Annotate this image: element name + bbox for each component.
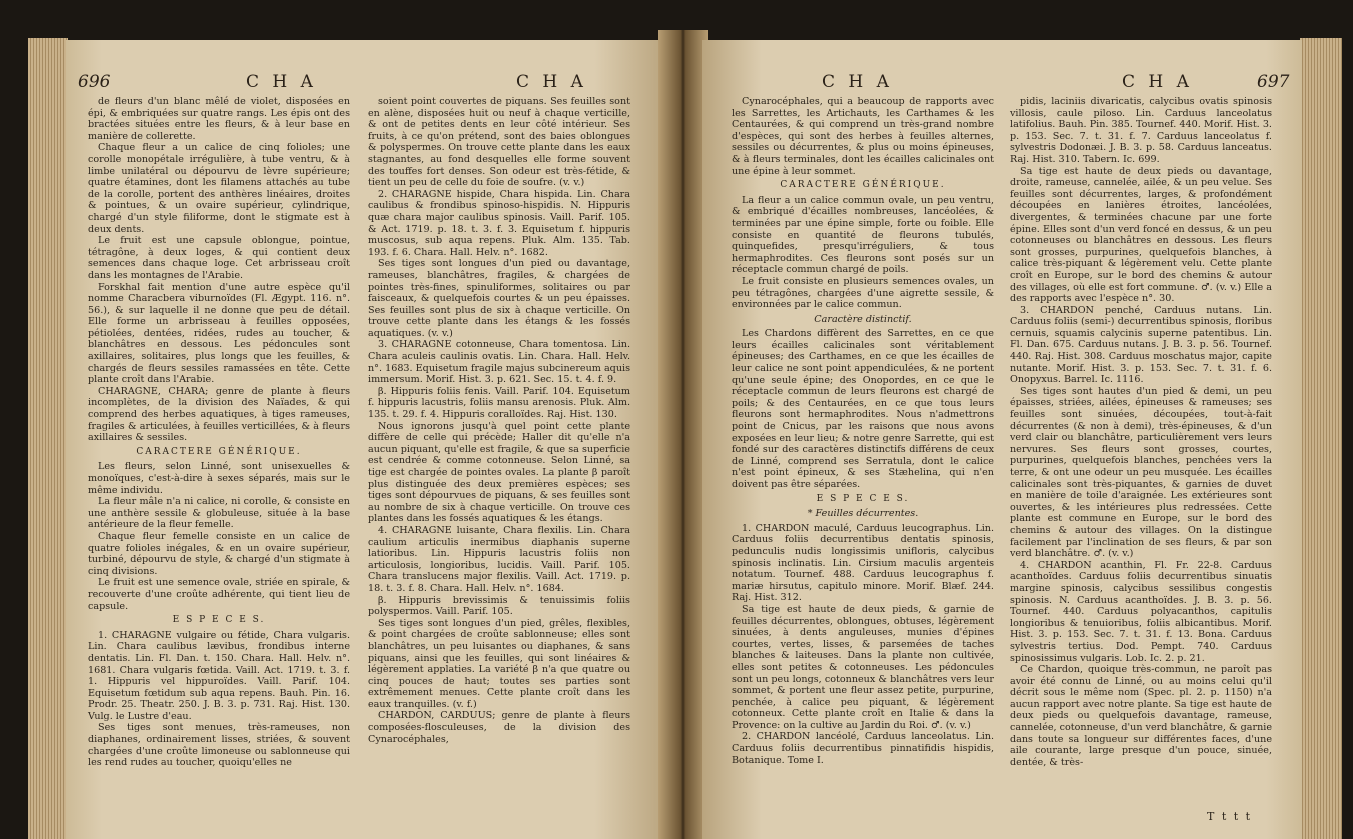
paragraph: Ses tiges sont longues d'un pied, grêles, flexibles, & point chargées de croûte sablonneuse; elles sont blanchâtres, un peu luisantes ou diaphanes, & sans piquans, ainsi que les feuilles, qui sont linéaires & légèrement applaties. La variété β n'a que quatre ou cinq pouces de haut; toutes ses parties sont extrêmement menues. Cette plante croît dans les eaux tranquilles. (v. f.) xyxy=(368,617,630,710)
left-running-head-1: C H A xyxy=(246,72,317,92)
paragraph: Sa tige est haute de deux pieds, & garnie de feuilles décurrentes, oblongues, obtuses, légèrement sinuées, à dents anguleuses, munies d'épines courtes, vertes, lisses, & parsemées de taches blanches & laiteuses. Dans la plante non cultivée, elles sont petites & cotonneuses. Les pédoncules sont un peu longs, cotonneux & blanchâtres vers leur sommet, & portent une fleur assez petite, purpurine, penchée, à calice peu piquant, & légèrement cotonneux. Cette plante croît en Italie & dans la Provence: on la cultive au Jardin du Roi. ♂. (v. v.) xyxy=(732,603,994,731)
left-page xyxy=(66,40,666,839)
paragraph: Ses tiges sont hautes d'un pied & demi, un peu épaisses, striées, ailées, épineuses & rameuses; ses feuilles sont sinuées, découpées, tout-à-fait décurrentes (& non à demi), très-épineuses, & d'un verd clair ou blanchâtre, particulièrement vers leurs nervures. Ses fleurs sont grosses, courtes, purpurines, quelquefois blanches, penchées vers la terre, & ont une odeur un peu musquée. Les écailles calicinales sont très-piquantes, & garnies de duvet en manière de toile d'araignée. Les extérieures sont ouvertes, & les intérieures plus redressées. Cette plante est commune en Europe, sur le bord des chemins & autour des villages. On la distingue facilement par l'inclination de ses fleurs, & par son verd blanchâtre. ♂. (v. v.) xyxy=(1010,385,1272,560)
paragraph: 2. CHARDON lancéolé, Carduus lanceolatus. Lin. Carduus foliis decurrentibus pinnatifidis hispidis, Botanique. Tome I. xyxy=(732,731,994,766)
paragraph: Forskhal fait mention d'une autre espèce qu'il nomme Characbera viburnoïdes (Fl. Ægypt. 116. n°. 56.), & sur laquelle il ne donne que peu de détail. Elle forme un arbrisseau à feuilles opposées, pétiolées, dentées, ridées, rudes au toucher, & blanchâtres en dessous. Les pédoncules sont axillaires, solitaires, plus longs que les feuilles, & chargés de fleurs sessiles ramassées en tête. Cette plante croît dans l'Arabie. xyxy=(88,281,350,386)
paragraph: E S P E C E S. xyxy=(172,615,266,626)
paragraph: Le fruit est une semence ovale, striée en spirale, & recouverte d'une croûte adhérente, qui tient lieu de capsule. xyxy=(88,577,350,612)
signature-mark: T t t t xyxy=(1207,810,1253,823)
right-column-2 xyxy=(1010,96,1272,768)
paragraph: β. Hippuris brevissimis & tenuissimis foliis polyspermos. Vaill. Parif. 105. xyxy=(368,594,630,618)
paragraph: 4. CHARDON acanthin, Fl. Fr. 22-8. Carduus acanthoïdes. Carduus foliis decurrentibus sinuatis margine spinosis, calycibus sessilibus congestis spinosis. N. Carduus acanthoïdes. J. B. 3. p. 56. Tournef. 440. Carduus polyacanthos, capitulis longioribus & tenuioribus, foliis albicantibus. Morif. Hist. 3. p. 153. Sec. 7. t. 31. f. 13. Bona. Carduus sylvestris tertius. Dod. Pempt. 740. Carduus spinosissimus vulgaris. Lob. Ic. 2. p. 21. xyxy=(1010,559,1272,664)
left-column-2 xyxy=(368,96,630,745)
paragraph: 1. CHARDON maculé, Carduus leucographus. Lin. Carduus foliis decurrentibus dentatis spinosis, pedunculis nudis longissimis unifloris, calycibus spinosis inclinatis. Lin. Cirsium maculis argenteis notatum. Tournef. 488. Carduus leucographus f. mariæ hirsutus, capitulo minore. Morif. Blæf. 244. Raj. Hist. 312. xyxy=(732,522,994,604)
paragraph: 3. CHARAGNE cotonneuse, Chara tomentosa. Lin. Chara aculeis caulinis ovatis. Lin. Chara. Hall. Helv. n°. 1683. Equisetum fragile majus subcinereum aquis immersum. Morif. Hist. 3. p. 621. Sec. 15. t. 4. f. 9. xyxy=(368,339,630,386)
right-running-head-1: C H A xyxy=(822,72,893,92)
page-edges-right xyxy=(1300,38,1342,839)
paragraph: de fleurs d'un blanc mêlé de violet, disposées en épi, & embriquées sur quatre rangs. Les épis ont des bractées situées entre les fleurs, & à leur base en manière de collerette. xyxy=(88,96,350,142)
paragraph: 2. CHARAGNE hispide, Chara hispida. Lin. Chara caulibus & frondibus spinoso-hispidis. N. Hippuris quæ chara major caulibus spinosis. Vaill. Parif. 105. & Act. 1719. p. 18. t. 3. f. 3. Equisetum f. hippuris muscosus, sub aqua repens. Pluk. Alm. 135. Tab. 193. f. 6. Chara. Hall. Helv. n°. 1682. xyxy=(368,188,630,258)
paragraph: β. Hippuris foliis fenis. Vaill. Parif. 104. Equisetum f. hippuris lacustris, foliis mansu arenosis. Pluk. Alm. 135. t. 29. f. 4. Hippuris coralloïdes. Raj. Hist. 130. xyxy=(368,385,630,421)
paragraph: pidis, laciniis divaricatis, calycibus ovatis spinosis villosis, caule piloso. Lin. Carduus lanceolatus latifolius. Bauh. Pin. 385. Tournef. 440. Morif. Hist. 3. p. 153. Sec. 7. t. 31. f. 7. Carduus lanceolatus f. sylvestris Dodonæi. J. B. 3. p. 58. Carduus lanceatus. Raj. Hist. 310. Tabern. Ic. 699. xyxy=(1010,96,1272,165)
right-page xyxy=(702,40,1302,839)
paragraph: CARACTERE GÉNÉRIQUE. xyxy=(136,446,302,457)
paragraph: Chaque fleur femelle consiste en un calice de quatre folioles inégales, & en un ovaire supérieur, turbiné, dépourvu de style, & chargé d'un stigmate à cinq divisions. xyxy=(88,530,350,577)
right-page-number: 697 xyxy=(1257,72,1290,92)
left-column-1 xyxy=(88,96,350,769)
paragraph: soient point couvertes de piquans. Ses feuilles sont en alène, disposées huit ou neuf à chaque verticille, & ont de petites dents en leur côté intérieur. Ses fruits, à ce qu'on prétend, sont des baies oblongues & polyspermes. On trouve cette plante dans les eaux stagnantes, au fond desquelles elle forme souvent des touffes fort denses. Son odeur est très-fétide, & tient un peu de celle du foie de soufre. (v. v.) xyxy=(368,96,630,189)
paragraph: Le fruit consiste en plusieurs semences ovales, un peu tétragônes, chargées d'une aigrette sessile, & environnées par le calice commun. xyxy=(732,275,994,311)
right-running-head-2: C H A xyxy=(1122,72,1193,92)
paragraph: La fleur mâle n'a ni calice, ni corolle, & consiste en une anthère sessile & globuleuse, située à la base antérieure de la fleur femelle. xyxy=(88,496,350,531)
paragraph: Caractère distinctif. xyxy=(814,313,912,325)
paragraph: 1. CHARAGNE vulgaire ou fétide, Chara vulgaris. Lin. Chara caulibus lævibus, frondibus interne dentatis. Lin. Fl. Dan. t. 150. Chara. Hall. Helv. n°. 1681. Chara vulgaris fœtida. Vaill. Act. 1719. t. 3. f. 1. Hippuris vel hippuroïdes. Vaill. Parif. 104. Equisetum fœtidum sub aqua repens. Bauh. Pin. 16. Prodr. 25. Theatr. 250. J. B. 3. p. 731. Raj. Hist. 130. Vulg. le Lustre d'eau. xyxy=(88,629,350,722)
paragraph: CHARDON, CARDUUS; genre de plante à fleurs composées-flosculeuses, de la division des Cynarocéphales, xyxy=(368,710,630,745)
paragraph: Cynarocéphales, qui a beaucoup de rapports avec les Sarrettes, les Artichauts, les Carthames & les Centaurées, & qui comprend un très-grand nombre d'espèces, qui sont des herbes à feuilles alternes, sessiles ou décurrentes, & plus ou moins épineuses, & à fleurs terminales, dont les écailles calicinales ont une épine à leur sommet. xyxy=(732,96,994,177)
paragraph: Ses tiges sont longues d'un pied ou davantage, rameuses, blanchâtres, fragiles, & chargées de pointes très-fines, spinuliformes, solitaires ou par faisceaux, & quelquefois courtes & un peu épaisses. Ses feuilles sont plus de six à chaque verticille. On trouve cette plante dans les étangs & les fossés aquatiques. (v. v.) xyxy=(368,258,630,339)
paragraph: Nous ignorons jusqu'à quel point cette plante diffère de celle qui précède; Haller dit qu'elle n'a aucun piquant, qu'elle est fragile, & que sa superficie est cendrée & comme cotonneuse. Selon Linné, sa tige est chargée de pointes ovales. La plante β paroît plus distinguée des deux premières espèces; ses tiges sont dépourvues de piquans, & ses feuilles sont au nombre de six à chaque verticille. On trouve ces plantes dans les fossés aquatiques & les étangs. xyxy=(368,420,630,525)
paragraph: Les fleurs, selon Linné, sont unisexuelles & monoïques, c'est-à-dire à sexes séparés, mais sur le même individu. xyxy=(88,461,350,496)
paragraph: Ce Chardon, quoique très-commun, ne paroît pas avoir été connu de Linné, ou au moins celui qu'il décrit sous le même nom (Spec. pl. 2. p. 1150) n'a aucun rapport avec notre plante. Sa tige est haute de deux pieds ou quelquefois davantage, rameuse, cannelée, cotonneuse, d'un verd blanchâtre, & garnie dans toute sa longueur sur différentes faces, d'une aile courante, large presque d'un pouce, sinuée, dentée, & très- xyxy=(1010,664,1272,768)
paragraph: CARACTERE GÉNÉRIQUE. xyxy=(780,180,946,191)
right-column-1 xyxy=(732,96,994,766)
paragraph: 3. CHARDON penché, Carduus nutans. Lin. Carduus foliis (semi-) decurrentibus spinosis, floribus cernuis, squamis calycinis superne patentibus. Lin. Fl. Dan. 675. Carduus nutans. J. B. 3. p. 56. Tournef. 440. Raj. Hist. 308. Carduus moschatus major, capite nutante. Morif. Hist. 3. p. 153. Sec. 7. t. 31. f. 6. Onopyxus. Barrel. Ic. 1116. xyxy=(1010,304,1272,386)
paragraph: 4. CHARAGNE luisante, Chara flexilis. Lin. Chara caulium articulis inermibus diaphanis superne latioribus. Lin. Hippuris lacustris foliis non articulosis, longioribus, lucidis. Vaill. Parif. 105. Chara translucens major flexilis. Vaill. Act. 1719. p. 18. t. 3. f. 8. Chara. Hall. Helv. n°. 1684. xyxy=(368,524,630,594)
paragraph: Sa tige est haute de deux pieds ou davantage, droite, rameuse, cannelée, ailée, & un peu velue. Ses feuilles sont décurrentes, larges, & profondément découpées en lanières étroites, lancéolées, divergentes, & terminées chacune par une forte épine. Elles sont d'un verd foncé en dessus, & un peu cotonneuses ou blanchâtres en dessous. Les fleurs sont grosses, purpurines, quelquefois blanches, à calice très-piquant & légèrement velu. Cette plante croît en Europe, sur le bord des chemins & autour des villages, où elle est fort commune. ♂. (v. v.) Elle a des rapports avec l'espèce n°. 30. xyxy=(1010,165,1272,305)
paragraph: Ses tiges sont menues, très-rameuses, non diaphanes, ordinairement lisses, striées, & souvent chargées d'une croûte limoneuse ou sablonneuse qui les rend rudes au toucher, quoiqu'elles ne xyxy=(88,722,350,769)
paragraph: La fleur a un calice commun ovale, un peu ventru, & embriqué d'écailles nombreuses, lancéolées, & terminées par une épine simple, forte ou foible. Elle consiste en quantité de fleurons tubulés, quinquefides, presqu'irréguliers, & tous hermaphrodites. Ces fleurons sont posés sur un réceptacle commun chargé de poils. xyxy=(732,194,994,276)
paragraph: Chaque fleur a un calice de cinq folioles; une corolle monopétale irrégulière, à tube ventru, & à limbe unilatéral ou dépourvu de lèvre supérieure; quatre étamines, dont les filamens attachés au tube de la corolle, portent des anthères linéaires, droites & pointues, & un ovaire supérieur, cylindrique, chargé d'un style filiforme, dont le stigmate est à deux dents. xyxy=(88,142,350,235)
left-running-head-2: C H A xyxy=(516,72,587,92)
paragraph: E S P E C E S. xyxy=(816,493,910,504)
paragraph: Le fruit est une capsule oblongue, pointue, tétragône, à deux loges, & qui contient deux semences dans chaque loge. Cet arbrisseau croît dans les montagnes de l'Arabie. xyxy=(88,235,350,281)
book-spine xyxy=(658,30,708,839)
paragraph: CHARAGNE, CHARA; genre de plante à fleurs incomplètes, de la division des Naïades, & qui comprend des herbes aquatiques, à tiges rameuses, fragiles & articulées, à feuilles verticillées, & à fleurs axillaires & sessiles. xyxy=(88,385,350,444)
paragraph: Les Chardons diffèrent des Sarrettes, en ce que leurs écailles calicinales sont véritablement épineuses; des Carthames, en ce que les écailles de leur calice ne sont point appendiculées, & ne portent qu'une seule épine; des Onopordes, en ce que le réceptacle commun de leurs fleurons est chargé de poils; & des Centaurées, en ce que tous leurs fleurons sont hermaphrodites. Nous n'admettrons point de Cnicus, par les raisons que nous avons exposées en leur lieu; & notre genre Sarrette, qui est fondé sur des caractères distinctifs différens de ceux de Linné, comprend ses Serratula, dont le calice n'est point épineux, & ses Stæhelina, qui n'en doivent pas être séparées. xyxy=(732,328,994,490)
page-edges-left xyxy=(28,38,68,839)
left-page-number: 696 xyxy=(78,72,111,92)
paragraph: * Feuilles décurrentes. xyxy=(807,508,919,520)
